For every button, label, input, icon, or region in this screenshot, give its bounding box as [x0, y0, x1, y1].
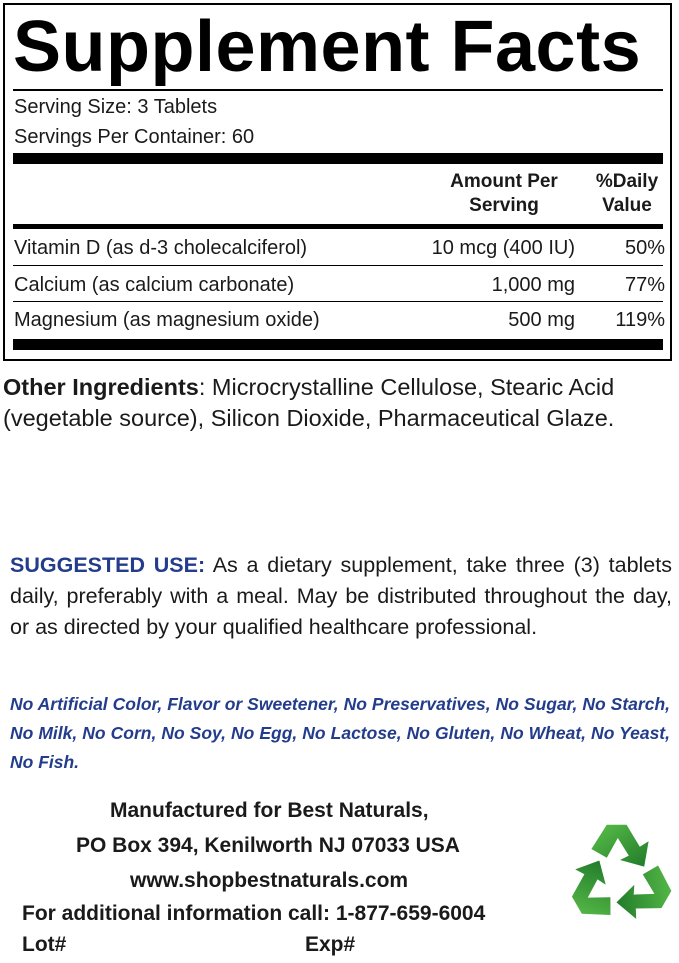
panel-title: Supplement Facts — [13, 7, 642, 87]
free-from-statement: No Artificial Color, Flavor or Sweetener, No Preservatives, No Sugar, No Starch, No Milk, No Corn, No Soy, No Egg, No Lactose, No Gluten, No Wheat, No Yeast, No Fish. — [10, 694, 670, 772]
title-rule — [13, 89, 663, 91]
other-ingredients-label: Other Ingredients — [3, 374, 199, 400]
header-rule — [13, 224, 663, 229]
suggested-use — [10, 550, 672, 643]
dv-header-line1: %Daily — [595, 171, 659, 192]
nutrient-name: Calcium (as calcium carbonate) — [14, 274, 295, 296]
nutrient-daily-value: 119% — [615, 309, 665, 331]
daily-value-header — [589, 170, 665, 218]
nutrient-daily-value: 50% — [624, 237, 665, 259]
manufacturer-name: Manufactured for Best Naturals, — [110, 799, 429, 822]
nutrient-amount: 500 mg — [508, 309, 575, 331]
nutrient-daily-value: 77% — [624, 274, 665, 296]
servings-per-container: Servings Per Container: 60 — [14, 126, 255, 148]
dv-header-line2: Value — [602, 195, 652, 216]
suggested-use-text: As a dietary supplement, take three (3) tablets daily, preferably with a meal. May be distributed throughout the day, or as directed by your qualified healthcare professional. — [10, 553, 672, 639]
thick-rule-bottom — [13, 339, 663, 350]
nutrient-name: Magnesium (as magnesium oxide) — [14, 309, 320, 331]
lot-number-label: Lot# — [22, 933, 67, 956]
nutrient-amount: 10 mcg (400 IU) — [431, 237, 575, 259]
supplement-facts-panel — [3, 3, 672, 361]
suggested-use-label: SUGGESTED USE: — [10, 553, 206, 577]
other-ingredients — [3, 372, 673, 434]
nutrient-name: Vitamin D (as d-3 cholecalciferol) — [14, 237, 308, 259]
expiration-label: Exp# — [305, 933, 356, 956]
nutrient-amount: 1,000 mg — [491, 274, 575, 296]
serving-size: Serving Size: 3 Tablets — [14, 96, 218, 118]
manufacturer-phone: For additional information call: 1-877-659-6004 — [22, 902, 486, 925]
thick-rule-top — [13, 153, 663, 164]
amount-header-line1: Amount Per — [450, 171, 558, 192]
recycle-icon — [565, 815, 675, 927]
other-ingredients-text: : Microcrystalline Cellulose, Stearic Acid (vegetable source), Silicon Dioxide, Pharmaceutical Glaze. — [3, 374, 615, 431]
manufacturer-website: www.shopbestnaturals.com — [130, 869, 409, 892]
amount-header-line2: Serving — [469, 195, 539, 216]
manufacturer-address: PO Box 394, Kenilworth NJ 07033 USA — [76, 834, 460, 857]
amount-per-serving-header — [429, 170, 579, 218]
row-divider — [13, 301, 663, 302]
row-divider — [13, 265, 663, 266]
